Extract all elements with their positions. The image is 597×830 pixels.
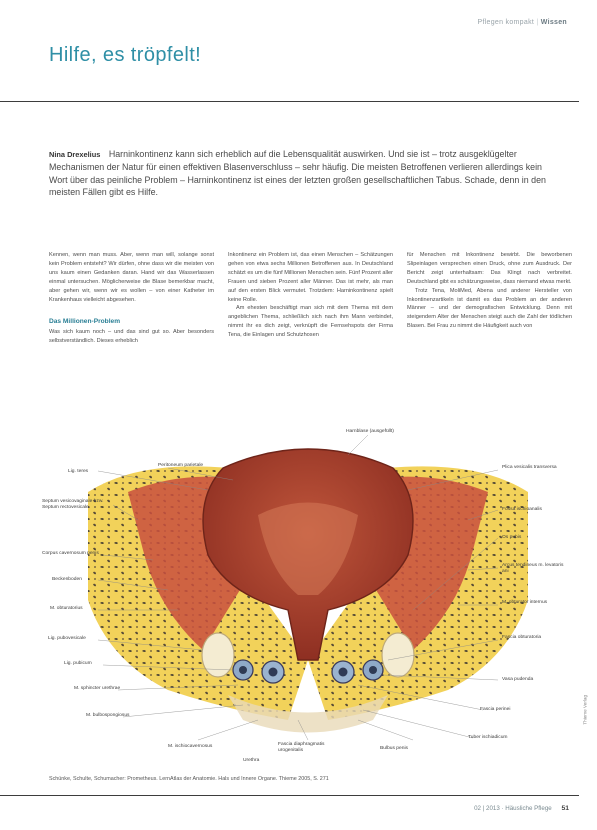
figure-label-left-4: M. obturatorius (50, 606, 83, 611)
paragraph: für Menschen mit Inkontinenz bewirbt. Die beworbenen Slipeinlagen versprechen einen Druck, ohne zum Ausdruck. Der Bericht zeigt unterhaltsam: Das Klingt nach verbreitet. Deutschland gibt es schätzungsweise, dass niemand etwas merkt. (407, 252, 572, 285)
body-columns (49, 251, 573, 346)
section-rubric (477, 19, 567, 26)
figure-label-left-1: Beckenboden (52, 577, 82, 582)
figure-label-left-9: M. bulbospongiosus (86, 713, 130, 718)
column-2 (228, 251, 393, 346)
figure-label-right-1: Peritoneum parietale (158, 463, 204, 468)
figure-label-left-3: Corpus cavernosum penis (42, 551, 99, 556)
figure-label-right-2: Fossa ischioanalis (502, 507, 542, 512)
bottom-divider (0, 795, 579, 796)
page-number: 51 (561, 805, 569, 812)
paragraph: Inkontinenz ein Problem ist, das einen Menschen – Schätzungen gehen von etwa sechs Millionen Betroffenen aus. In Deutschland schätzt es um die fünf Millionen Menschen sein. Fünf Prozent aller Frauen und sieben Prozent aller Männer. Das ist mehr, als man auf den ersten Blick vermutet. Trotzdem: Harninkontinenz spielt keine Rolle. (228, 252, 393, 303)
journal-name: 02 | 2013 · Häusliche Pflege (474, 805, 552, 812)
figure-label-right-7: Fascia obturatoria (502, 635, 542, 640)
article-title: Hilfe, es tröpfelt! (49, 44, 202, 66)
column-1 (49, 251, 214, 346)
figure-label-right-8: Vasa pudenda (502, 677, 534, 682)
figure-label-left-7: Lig. pubicum (64, 661, 92, 666)
figure-label-bottom-0: Fascia diaphragmatis urogenitalis (278, 742, 325, 753)
paragraph: Kennen, wenn man muss. Aber, wenn man will, solange sonst kein Problem entsteht? Wir dürfen, ohne dass wir die meisten von uns kaum einen Gedanken daran. Hand wir das Wasserlassen einmal untersuchen. Möglicherweise die Blase bemerkbar macht, aber gehen wir, wenn wir es wollen – von einer Katheter im Krankenhaus vielleicht abgesehen. (49, 252, 214, 303)
figure-label-left-6: Lig. pubovesicale (48, 636, 86, 641)
article-lead (49, 148, 549, 199)
figure-label-right-0: Harnblase (ausgefüllt) (346, 429, 394, 434)
figure-label-right-6: Arcus tendineus m. levatoris ani (502, 563, 564, 574)
figure-label-right-3: Plica vesicalis transversa (502, 465, 557, 470)
rubric-topic: Wissen (540, 19, 567, 26)
figure-label-right-5: M. obturator internus (502, 600, 548, 605)
figure-label-bottom-1: M. ischiocavernosus (168, 744, 213, 749)
figure-label-right-10: Fascia perinei (480, 707, 511, 712)
figure-label-left-0: Lig. teres (68, 469, 89, 474)
figure-label-left-8: M. sphincter urethrae (74, 686, 121, 691)
rubric-section: Pflegen kompakt (477, 19, 535, 26)
figure-label-right-11: Bulbus penis (380, 746, 409, 751)
page-footer (474, 805, 569, 812)
column-3 (407, 251, 572, 346)
rubric-separator: | (536, 19, 539, 26)
figure-label-right-9: Tuber ischiadicum (468, 735, 508, 740)
figure-label-right-4: Os pubis (502, 535, 522, 540)
paragraph: Trotz Tena, MoliMed, Abena und anderer Hersteller von Inkontinenzartikeln ist damit es das Problem an der anderen Männer – und der demografischen Entwicklung. Denn mit steigendem Alter der Menschen steigt auch die Zahl der tödlichen Blasen. Bei Frau zu nimmt die Häufigkeit auch von (407, 287, 572, 330)
paragraph: Am ehesten beschäftigt man sich mit dem Thema mit dem angeblichen Thema, schließlich sich nach ihm Mann verbindet, nimmt ihr es dich zeigt, verknüpft die Fernsehspots der Firma Tena, die Einlagen und Schutzhosen (228, 305, 393, 339)
lead-text: Harninkontinenz kann sich erheblich auf die Lebensqualität auswirken. Und sie ist – trotz ausgeklügelter Mechanismen der Natur für einen effektiven Blasenverschluss – sehr häufig. Die meisten Betroffenen verlieren allerdings kein Wort über das peinliche Problem – Harninkontinenz ist eines der letzten großen gesellschaftlichen Tabus. Schade, denn in den meisten Fällen gibt es Hilfe. (49, 149, 546, 198)
paragraph: Was sich kaum noch – und das sind gut so. Aber besonders selbstverständlich. Dieses erheblich (49, 329, 214, 345)
figure-label-bottom-2: Urethra (243, 758, 260, 763)
anatomy-figure (28, 420, 588, 765)
figure-label-left-2: Septum vesicovaginale bzw. Septum rectovesicale (42, 499, 104, 510)
author-name: Nina Drexelius (49, 150, 101, 159)
figure-caption: Schünke, Schulte, Schumacher: Prometheus. LernAtlas der Anatomie. Hals und Innere Organe. Thieme 2005, S. 271 (49, 776, 329, 782)
subheading: Das Millionen-Problem (49, 318, 121, 326)
top-divider (0, 101, 579, 102)
image-credit: Thieme Verlag (583, 695, 588, 725)
